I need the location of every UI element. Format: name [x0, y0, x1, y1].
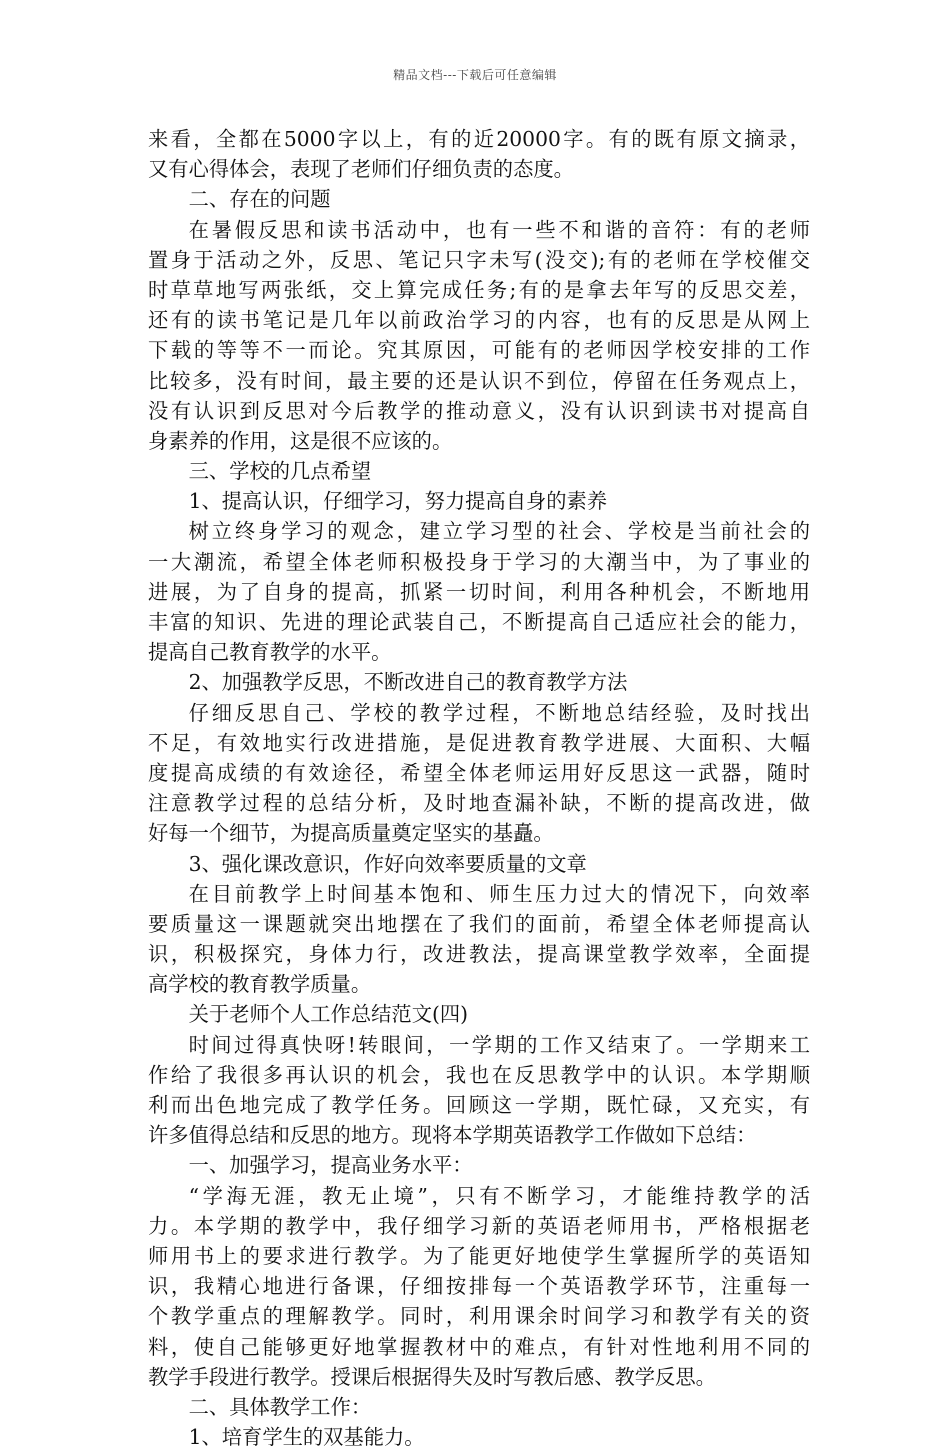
- text-line: 识，我精心地进行备课，仔细按排每一个英语教学环节，注重每一: [148, 1274, 810, 1299]
- text-line: 3、强化课改意识，作好向效率要质量的文章: [188, 851, 587, 876]
- text-line: 三、学校的几点希望: [188, 459, 372, 484]
- text-line: 还有的读书笔记是几年以前政治学习的内容，也有的反思是从网上: [148, 308, 810, 333]
- text-line: 二、存在的问题: [188, 187, 331, 212]
- paragraph: [148, 516, 810, 667]
- text-line: 在暑假反思和读书活动中，也有一些不和谐的音符：有的老师: [188, 217, 810, 242]
- text-line: 一大潮流，希望全体老师积极投身于学习的大潮当中，为了事业的: [148, 549, 810, 574]
- text-line: 下载的等等不一而论。究其原因，可能有的老师因学校安排的工作: [148, 338, 810, 363]
- section-heading: [148, 999, 810, 1029]
- text-line: 1、培育学生的双基能力。: [188, 1425, 425, 1450]
- text-line: “学海无涯，教无止境”，只有不断学习，才能维持教学的活: [188, 1183, 810, 1208]
- section-heading: [148, 184, 810, 214]
- text-line: 来看，全都在5000字以上，有的近20000字。有的既有原文摘录，: [148, 127, 810, 151]
- text-line: 教学手段进行教学。授课后根据得失及时写教后感、教学反思。: [148, 1364, 716, 1389]
- text-line: 料，使自己能够更好地掌握教材中的难点，有针对性地利用不同的: [148, 1334, 810, 1359]
- text-line: 关于老师个人工作总结范文(四): [188, 1002, 469, 1027]
- section-heading: [148, 849, 810, 879]
- text-line: 利而出色地完成了教学任务。回顾这一学期，既忙碌，又充实，有: [148, 1093, 810, 1117]
- paragraph: [148, 1030, 810, 1151]
- text-line: 不足，有效地实行改进措施，是促进教育教学进展、大面积、大幅: [148, 730, 810, 755]
- section-heading: [148, 667, 810, 697]
- text-line: 没有认识到反思对今后教学的推动意义，没有认识到读书对提高自: [148, 398, 810, 423]
- section-heading: [148, 1422, 810, 1452]
- text-line: 在目前教学上时间基本饱和、师生压力过大的情况下，向效率: [188, 881, 810, 906]
- text-line: 身素养的作用，这是很不应该的。: [148, 428, 453, 453]
- paragraph: [148, 124, 810, 184]
- section-heading: [148, 1150, 810, 1180]
- text-line: 提高自己教育教学的水平。: [148, 640, 392, 665]
- text-line: 识，积极探究，身体力行，改进教法，提高课堂教学效率，全面提: [148, 942, 810, 967]
- paragraph: [148, 1181, 810, 1392]
- text-line: 1、提高认识，仔细学习，努力提高自身的素养: [188, 489, 608, 514]
- section-heading: [148, 486, 810, 516]
- text-line: 要质量这一课题就突出地摆在了我们的面前，希望全体老师提高认: [148, 911, 810, 936]
- document-body: [148, 124, 810, 1452]
- text-line: 二、具体教学工作：: [188, 1394, 372, 1419]
- text-line: 力。本学期的教学中，我仔细学习新的英语老师用书，严格根据老: [148, 1213, 810, 1238]
- text-line: 仔细反思自己、学校的教学过程，不断地总结经验，及时找出: [188, 700, 810, 725]
- text-line: 树立终身学习的观念，建立学习型的社会、学校是当前社会的: [188, 519, 810, 544]
- text-line: 进展，为了自身的提高，抓紧一切时间，利用各种机会，不断地用: [148, 579, 810, 604]
- paragraph: [148, 698, 810, 849]
- text-line: 高学校的教育教学质量。: [148, 972, 372, 997]
- text-line: 丰富的知识、先进的理论武装自己，不断提高自己适应社会的能力，: [148, 610, 810, 634]
- section-heading: [148, 456, 810, 486]
- paragraph: [148, 879, 810, 1000]
- text-line: 一、加强学习，提高业务水平：: [188, 1153, 473, 1178]
- text-line: 又有心得体会，表现了老师们仔细负责的态度。: [148, 157, 574, 182]
- text-line: 许多值得总结和反思的地方。现将本学期英语教学工作做如下总结：: [148, 1123, 757, 1148]
- paragraph: [148, 215, 810, 457]
- text-line: 时草草地写两张纸，交上算完成任务;有的是拿去年写的反思交差，: [148, 277, 810, 302]
- page-header: 精品文档---下载后可任意编辑: [393, 68, 557, 82]
- text-line: 度提高成绩的有效途径，希望全体老师运用好反思这一武器，随时: [148, 760, 810, 785]
- section-heading: [148, 1392, 810, 1422]
- text-line: 置身于活动之外，反思、笔记只字未写(没交);有的老师在学校催交: [148, 247, 810, 272]
- text-line: 比较多，没有时间，最主要的还是认识不到位，停留在任务观点上，: [148, 368, 810, 393]
- text-line: 个教学重点的理解教学。同时，利用课余时间学习和教学有关的资: [148, 1304, 810, 1329]
- text-line: 师用书上的要求进行教学。为了能更好地使学生掌握所学的英语知: [148, 1243, 810, 1268]
- text-line: 2、加强教学反思，不断改进自己的教育教学方法: [188, 670, 628, 695]
- text-line: 好每一个细节，为提高质量奠定坚实的基矗。: [148, 821, 554, 846]
- text-line: 时间过得真快呀!转眼间，一学期的工作又结束了。一学期来工: [188, 1032, 810, 1057]
- text-line: 作给了我很多再认识的机会，我也在反思教学中的认识。本学期顺: [148, 1062, 810, 1087]
- text-line: 注意教学过程的总结分析，及时地查漏补缺，不断的提高改进，做: [148, 791, 810, 816]
